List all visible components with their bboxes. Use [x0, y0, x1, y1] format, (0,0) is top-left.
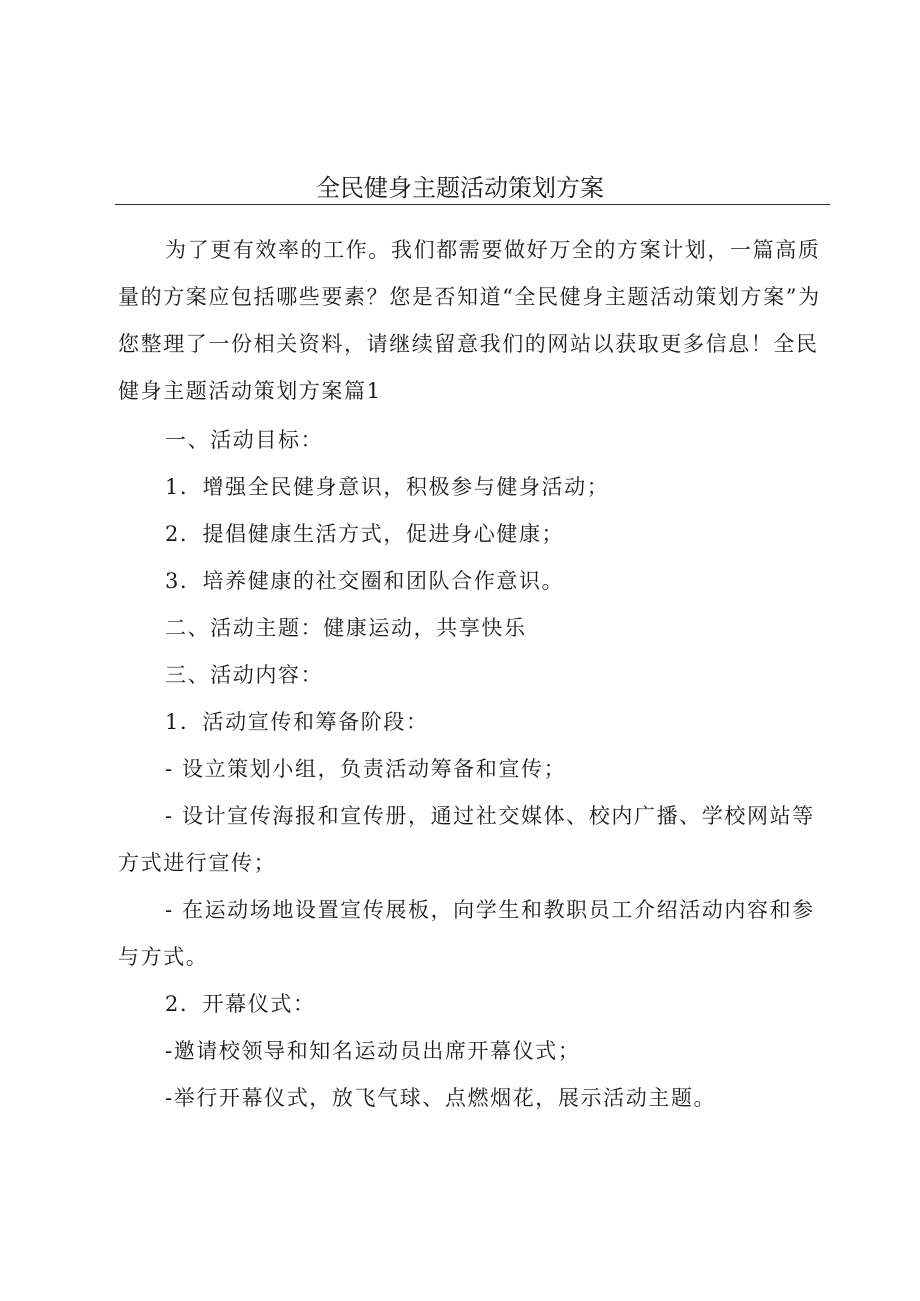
list-item: - 设立策划小组，负责活动筹备和宣传； [165, 757, 567, 781]
document-body [118, 227, 830, 1122]
list-item: -举行开幕仪式，放飞气球、点燃烟花，展示活动主题。 [165, 1086, 717, 1110]
section-heading-theme: 二、活动主题：健康运动，共享快乐 [165, 616, 527, 640]
section-heading-goals: 一、活动目标： [165, 428, 324, 452]
goal-item: 1．增强全民健身意识，积极参与健身活动； [165, 475, 610, 499]
list-item: - 在运动场地设置宣传展板，向学生和教职员工介绍活动内容和参与方式。 [118, 898, 815, 969]
list-item: - 设计宣传海报和宣传册，通过社交媒体、校内广播、学校网站等方式进行宣传； [118, 804, 815, 875]
title-underline [115, 204, 830, 205]
list-item: -邀请校领导和知名运动员出席开幕仪式； [165, 1039, 581, 1063]
goal-item: 2．提倡健康生活方式，促进身心健康； [165, 522, 565, 546]
section-heading-content: 三、活动内容： [165, 663, 324, 687]
subsection-heading: 2．开幕仪式： [165, 992, 316, 1016]
subsection-heading: 1．活动宣传和筹备阶段： [165, 710, 429, 734]
intro-paragraph: 为了更有效率的工作。我们都需要做好万全的方案计划，一篇高质量的方案应包括哪些要素？您是否知道“全民健身主题活动策划方案”为您整理了一份相关资料，请继续留意我们的网站以获取更多信息！全民健身主题活动策划方案篇1 [118, 238, 821, 403]
goal-item: 3．培养健康的社交圈和团队合作意识。 [165, 569, 565, 593]
document-title: 全民健身主题活动策划方案 [316, 174, 604, 202]
